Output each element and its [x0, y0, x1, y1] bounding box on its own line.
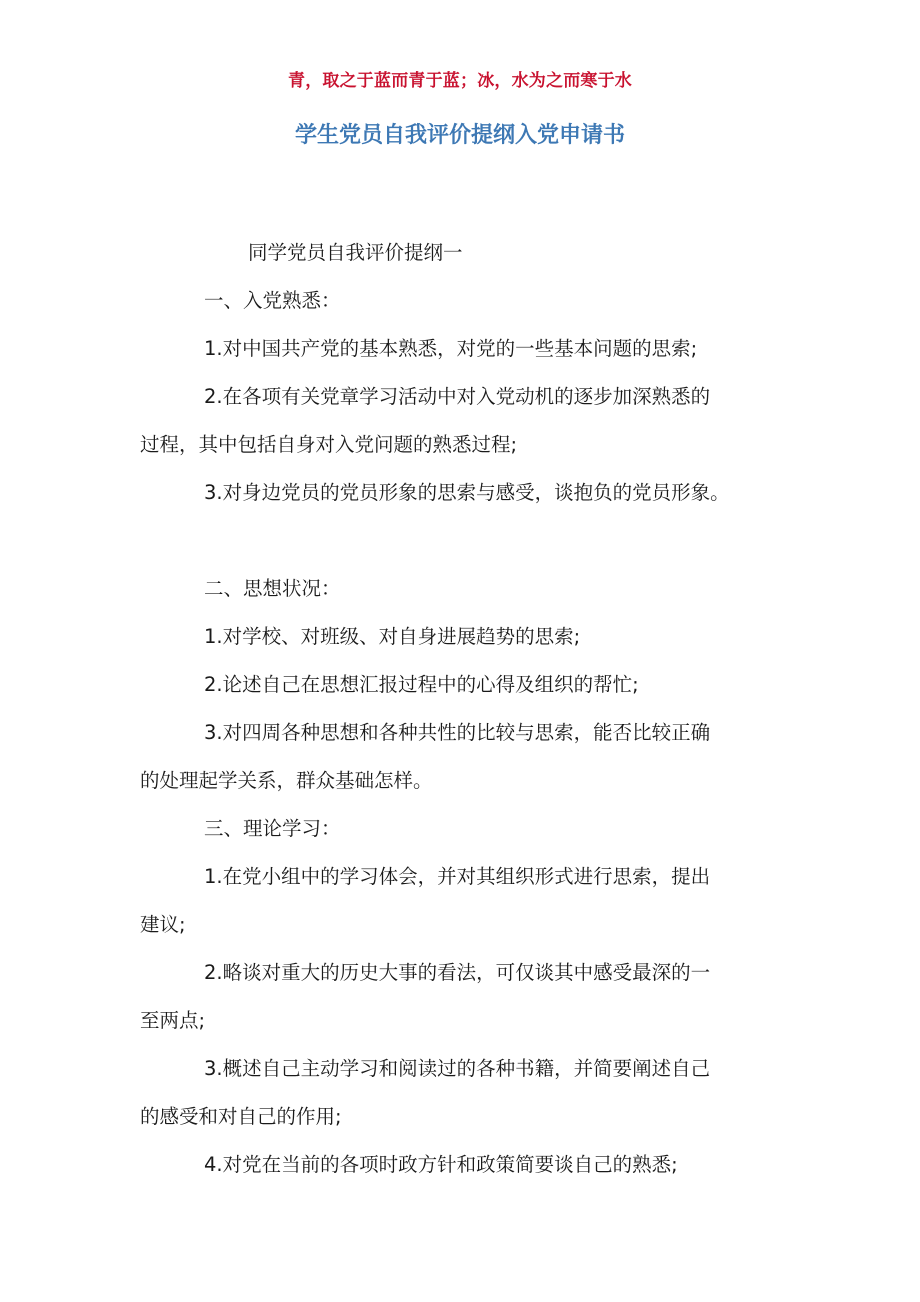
section-heading-3: 三、理论学习：: [204, 817, 341, 840]
paragraph-line: 3.对四周各种思想和各种共性的比较与思索，能否比较正确: [204, 721, 711, 744]
section-heading-2: 二、思想状况：: [204, 577, 341, 600]
section-heading-1: 一、入党熟悉：: [204, 289, 341, 312]
paragraph-line: 的处理起学关系，群众基础怎样。: [140, 769, 433, 792]
paragraph-line: 至两点;: [140, 1009, 206, 1032]
paragraph-line: 3.对身边党员的党员形象的思索与感受，谈抱负的党员形象。: [204, 481, 730, 504]
paragraph-line: 过程，其中包括自身对入党问题的熟悉过程;: [140, 433, 518, 456]
paragraph-line: 的感受和对自己的作用;: [140, 1105, 342, 1128]
document-subtitle: 同学党员自我评价提纲一: [248, 241, 463, 264]
paragraph-line: 2.略谈对重大的历史大事的看法，可仅谈其中感受最深的一: [204, 961, 711, 984]
header-motto: 青，取之于蓝而青于蓝；冰，水为之而寒于水: [288, 71, 632, 91]
paragraph-line: 2.论述自己在思想汇报过程中的心得及组织的帮忙;: [204, 673, 639, 696]
paragraph-line: 1.对学校、对班级、对自身进展趋势的思索;: [204, 625, 581, 648]
paragraph-line: 1.对中国共产党的基本熟悉，对党的一些基本问题的思索;: [204, 337, 698, 360]
document-title: 学生党员自我评价提纲入党申请书: [294, 123, 625, 148]
paragraph-line: 3.概述自己主动学习和阅读过的各种书籍，并简要阐述自己: [204, 1057, 711, 1080]
paragraph-line: 2.在各项有关党章学习活动中对入党动机的逐步加深熟悉的: [204, 385, 711, 408]
paragraph-line: 1.在党小组中的学习体会，并对其组织形式进行思索，提出: [204, 865, 711, 888]
paragraph-line: 4.对党在当前的各项时政方针和政策简要谈自己的熟悉;: [204, 1153, 678, 1176]
paragraph-line: 建议;: [140, 913, 186, 936]
